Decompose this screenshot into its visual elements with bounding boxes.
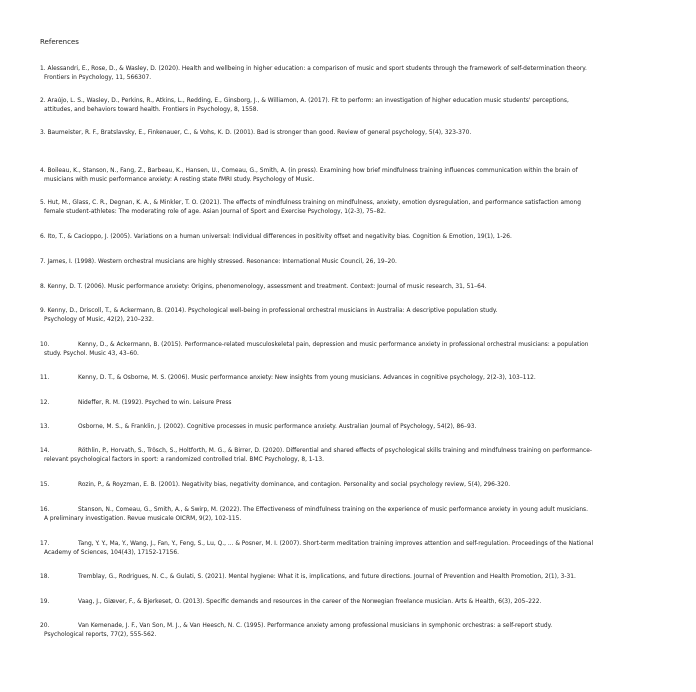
reference-text-line: attitudes, and behaviors toward health. Frontiers in Psychology, 8, 1558. <box>44 106 259 113</box>
reference-number: 3. <box>40 130 48 136</box>
reference-text-line: Kenny, D., & Ackermann, B. (2015). Performance-related musculoskeletal pain, depression and music performance anxiety in professional orchestral musicians: a population <box>78 342 589 348</box>
reference-number: 8. <box>40 284 48 290</box>
references-heading: References <box>40 38 79 46</box>
reference-number: 15. <box>40 482 50 488</box>
reference-text-line: James, I. (1998). Western orchestral musicians are highly stressed. Resonance: International Music Council, 26, 19–20. <box>47 259 397 265</box>
reference-number: 20. <box>40 623 50 629</box>
reference-text-line: musicians with music performance anxiety: A resting state fMRI study. Psychology of Music. <box>44 176 315 183</box>
reference-text-line: Psychology of Music, 42(2), 210–232. <box>44 316 154 323</box>
reference-number: 1. <box>40 66 48 72</box>
reference-text-line: Ito, T., & Cacioppo, J. (2005). Variations on a human universal: Individual differences in positivity offset and negativity bias. Cognition & Emotion, 19(1), 1-26. <box>47 234 512 240</box>
reference-item <box>40 167 670 184</box>
reference-text-line: Psychological reports, 77(2), 555-562. <box>44 631 157 638</box>
reference-number: 6. <box>40 234 48 240</box>
reference-text-line: Academy of Sciences, 104(43), 17152-17156. <box>44 549 179 556</box>
reference-text-line: study. Psychol. Music 43, 43–60. <box>44 350 139 357</box>
reference-number: 19. <box>40 599 50 605</box>
reference-number: 5. <box>40 200 48 206</box>
reference-number: 16. <box>40 507 50 513</box>
reference-item <box>40 598 670 607</box>
reference-number: 12. <box>40 400 50 406</box>
reference-text-line: Kenny, D. T., & Osborne, M. S. (2006). Music performance anxiety: New insights from young musicians. Advances in cognitive psychology, 2(2-3), 103–112. <box>78 375 536 381</box>
reference-item <box>40 374 670 383</box>
reference-item <box>40 283 670 292</box>
reference-text-line: A preliminary investigation. Revue musicale OICRM, 9(2), 102-115. <box>44 515 242 522</box>
reference-text-line: Röthlin, P., Horvath, S., Trösch, S., Holtforth, M. G., & Birrer, D. (2020). Differential and shared effects of psychological skills training and mindfulness training on performance- <box>78 448 593 454</box>
reference-number: 14. <box>40 448 50 454</box>
reference-item <box>40 307 670 324</box>
reference-text-line: female student-athletes: The moderating role of age. Asian Journal of Sport and Exercise Psychology, 1(2-3), 75–82. <box>44 208 386 215</box>
reference-number: 9. <box>40 308 48 314</box>
reference-text-line: Alessandri, E., Rose, D., & Wasley, D. (2020). Health and wellbeing in higher education: a comparison of music and sport students through the framework of self-determination theory. <box>47 66 587 72</box>
reference-item <box>40 622 670 639</box>
reference-item <box>40 540 670 557</box>
reference-item <box>40 129 670 138</box>
reference-text-line: Kenny, D., Driscoll, T., & Ackermann, B. (2014). Psychological well-being in professional orchestral musicians in Australia: A descriptive population study. <box>47 308 498 314</box>
reference-text-line: Osborne, M. S., & Franklin, J. (2002). Cognitive processes in music performance anxiety. Australian Journal of Psychology, 54(2), 86–93. <box>78 424 477 430</box>
reference-text-line: Vaag, J., Giæver, F., & Bjerkeset, O. (2013). Specific demands and resources in the career of the Norwegian freelance musician. Arts & Health, 6(3), 205–222. <box>78 599 542 605</box>
reference-item <box>40 341 670 358</box>
reference-text-line: Rozin, P., & Royzman, E. B. (2001). Negativity bias, negativity dominance, and contagion. Personality and social psychology review, 5(4), 296-320. <box>78 482 511 488</box>
reference-item <box>40 97 670 114</box>
reference-text-line: Hut, M., Glass, C. R., Degnan, K. A., & Minkler, T. O. (2021). The effects of mindfulness training on mindfulness, anxiety, emotion dysregulation, and performance satisfaction among <box>47 200 581 206</box>
reference-number: 11. <box>40 375 50 381</box>
reference-text-line: Stanson, N., Comeau, G., Smith, A., & Swirp, M. (2022). The Effectiveness of mindfulness training on the experience of music performance anxiety in young adult musicians. <box>78 507 588 513</box>
reference-text-line: Araújo, L. S., Wasley, D., Perkins, R., Atkins, L., Redding, E., Ginsborg, J., & Williamon, A. (2017). Fit to perform: an investigation of higher education music students' perceptions, <box>47 98 569 104</box>
reference-item <box>40 258 670 267</box>
reference-item <box>40 481 670 490</box>
reference-number: 18. <box>40 574 50 580</box>
reference-text-line: Frontiers in Psychology, 11, 566307. <box>44 74 152 81</box>
reference-item <box>40 399 670 408</box>
reference-number: 13. <box>40 424 50 430</box>
reference-text-line: Kenny, D. T. (2006). Music performance anxiety: Origins, phenomenology, assessment and treatment. Context: Journal of music research, 31, 51–64. <box>47 284 487 290</box>
reference-text-line: Baumeister, R. F., Bratslavsky, E., Finkenauer, C., & Vohs, K. D. (2001). Bad is stronger than good. Review of general psychology, 5(4), 323-370. <box>47 130 472 136</box>
reference-number: 10. <box>40 342 50 348</box>
reference-number: 4. <box>40 168 48 174</box>
reference-item <box>40 573 670 582</box>
reference-number: 2. <box>40 98 48 104</box>
reference-text-line: Nideffer, R. M. (1992). Psyched to win. Leisure Press <box>78 400 232 406</box>
reference-text-line: Tremblay, G., Rodrigues, N. C., & Gulati, S. (2021). Mental hygiene: What it is, implications, and future directions. Journal of Prevention and Health Promotion, 2(1), 3-31. <box>78 574 576 580</box>
reference-item <box>40 199 670 216</box>
reference-item <box>40 65 670 82</box>
reference-text-line: Van Kemenade, J. F., Van Son, M. J., & Van Heesch, N. C. (1995). Performance anxiety among professional musicians in symphonic orchestras: a self-report study. <box>78 623 553 629</box>
reference-text-line: Tang, Y. Y., Ma, Y., Wang, J., Fan, Y., Feng, S., Lu, Q., ... & Posner, M. I. (2007). Short-term meditation training improves attention and self-regulation. Proceedings of the National <box>78 541 594 547</box>
reference-item <box>40 447 670 464</box>
reference-text-line: relevant psychological factors in sport: a randomized controlled trial. BMC Psychology, 8, 1-13. <box>44 456 325 463</box>
reference-number: 17. <box>40 541 50 547</box>
reference-item <box>40 506 670 523</box>
reference-text-line: Boileau, K., Stanson, N., Fang, Z., Barbeau, K., Hansen, U., Comeau, G., Smith, A. (in press). Examining how brief mindfulness training influences communication within the brain of <box>47 168 578 174</box>
reference-number: 7. <box>40 259 48 265</box>
reference-item <box>40 233 670 242</box>
reference-item <box>40 423 670 432</box>
